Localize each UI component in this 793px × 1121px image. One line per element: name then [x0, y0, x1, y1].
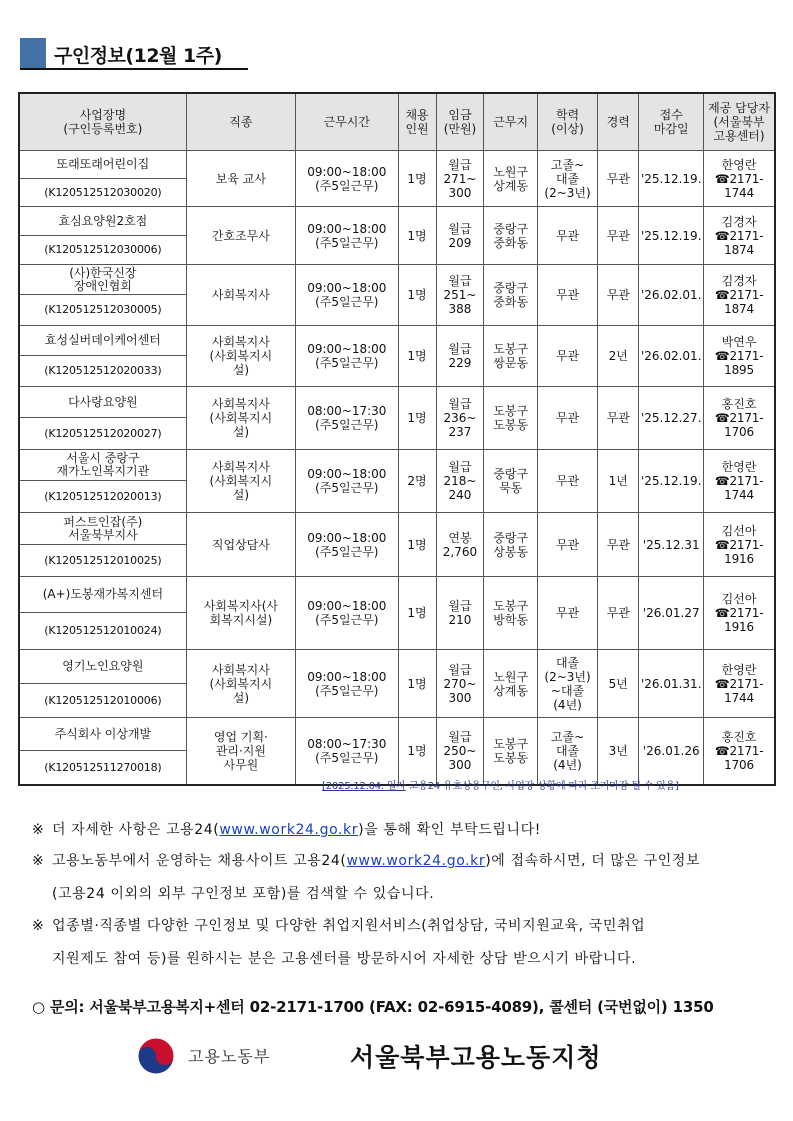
cell-wage: 월급 218~ 240: [436, 450, 484, 513]
table-row: [19, 513, 775, 545]
cell-location: 중랑구 중화동: [484, 265, 538, 326]
table-row: [19, 207, 775, 236]
cell-experience: 5년: [598, 650, 639, 718]
cell-wage: 월급 236~ 237: [436, 387, 484, 450]
cell-hours: 09:00~18:00 (주5일근무): [296, 265, 399, 326]
contact-phone: ☎2171-1874: [714, 288, 764, 316]
cell-deadline: '25.12.19.: [639, 450, 704, 513]
cell-deadline: '26.02.01.: [639, 326, 704, 387]
cell-location: 도봉구 방학동: [484, 577, 538, 650]
cell-education: 무관: [537, 207, 597, 265]
cell-location: 중랑구 중화동: [484, 207, 538, 265]
notice-body: 고용24 유효상용구인, 사업장 상황에 따라 조기마감 될 수 있음]: [405, 781, 679, 792]
cell-wage: 월급 229: [436, 326, 484, 387]
work24-link[interactable]: www.work24.go.kr: [219, 822, 359, 838]
cell-openings: 1명: [398, 650, 436, 718]
cell-job: 사회복지사: [186, 265, 295, 326]
cell-deadline: '26.02.01.: [639, 265, 704, 326]
cell-education: 고졸~ 대졸 (2~3년): [537, 151, 597, 207]
cell-openings: 1명: [398, 151, 436, 207]
title-underline: [20, 68, 248, 70]
table-header-row: [19, 93, 775, 151]
cell-hours: 08:00~17:30 (주5일근무): [296, 718, 399, 786]
cell-location: 도봉구 도봉동: [484, 718, 538, 786]
contact-phone: ☎2171-1895: [714, 349, 764, 377]
cell-job: 사회복지사 (사회복지시 설): [186, 326, 295, 387]
registration-number: (K120512512020013): [19, 481, 186, 513]
contact-phone: ☎2171-1744: [714, 676, 764, 705]
info-3-line-1: 업종별·직종별 다양한 구인정보 및 다양한 취업지원서비스(취업상담, 국비지원교육, 국민취업: [52, 918, 646, 934]
cell-contact: [704, 207, 775, 265]
cell-hours: 09:00~18:00 (주5일근무): [296, 207, 399, 265]
cell-deadline: '26.01.26: [639, 718, 704, 786]
job-table-body: [19, 151, 775, 786]
header-education: 학력 (이상): [537, 93, 597, 151]
cell-education: 무관: [537, 387, 597, 450]
taegeuk-logo-icon: [136, 1036, 176, 1076]
table-row: [19, 326, 775, 356]
cell-openings: 1명: [398, 265, 436, 326]
contact-phone: ☎2171-1744: [714, 474, 764, 502]
company-name: 서울시 중랑구 재가노인복지기관: [19, 450, 186, 481]
cell-openings: 2명: [398, 450, 436, 513]
cell-experience: 무관: [598, 513, 639, 577]
cell-education: 무관: [537, 513, 597, 577]
contact-person: 한영란: [721, 460, 757, 474]
cell-job: 사회복지사 (사회복지시 설): [186, 450, 295, 513]
table-row: [19, 387, 775, 418]
registration-number: (K120512512010025): [19, 545, 186, 577]
cell-deadline: '25.12.19.: [639, 151, 704, 207]
header-experience: 경력: [598, 93, 639, 151]
cell-education: 무관: [537, 577, 597, 650]
info-2-line-2: (고용24 이외의 외부 구인정보 포함)를 검색할 수 있습니다.: [52, 886, 435, 902]
table-row: [19, 650, 775, 684]
cell-openings: 1명: [398, 513, 436, 577]
page-title: 구인정보(12월 1주): [54, 45, 222, 67]
cell-job: 보육 교사: [186, 151, 295, 207]
cell-location: 중랑구 묵동: [484, 450, 538, 513]
cell-wage: 월급 210: [436, 577, 484, 650]
contact-person: 김선아: [721, 523, 757, 538]
ministry-name: 고용노동부: [188, 1047, 271, 1066]
cell-experience: 2년: [598, 326, 639, 387]
cell-location: 중랑구 상봉동: [484, 513, 538, 577]
cell-experience: 무관: [598, 207, 639, 265]
cell-deadline: '25.12.27.: [639, 387, 704, 450]
header-contact: 제공 담당자 (서울북부 고용센터): [704, 93, 775, 151]
cell-location: 노원구 상계동: [484, 650, 538, 718]
company-name: 다사랑요양원: [19, 387, 186, 418]
cell-openings: 1명: [398, 718, 436, 786]
company-name: 주식회사 이상개발: [19, 718, 186, 751]
registration-number: (K120512512030005): [19, 295, 186, 326]
cell-deadline: '26.01.27: [639, 577, 704, 650]
contact-person: 김경자: [721, 274, 757, 288]
cell-contact: [704, 326, 775, 387]
cell-hours: 09:00~18:00 (주5일근무): [296, 650, 399, 718]
registration-number: (K120512512010024): [19, 613, 186, 650]
company-name: 퍼스트인잡(주) 서울북부지사: [19, 513, 186, 545]
cell-contact: [704, 450, 775, 513]
cell-deadline: '26.01.31.: [639, 650, 704, 718]
cell-contact: [704, 718, 775, 786]
cell-education: 무관: [537, 326, 597, 387]
cell-job: 간호조무사: [186, 207, 295, 265]
contact-person: 한영란: [721, 157, 757, 172]
cell-openings: 1명: [398, 577, 436, 650]
cell-job: 직업상담사: [186, 513, 295, 577]
notice-text: [322, 779, 778, 794]
cell-hours: 09:00~18:00 (주5일근무): [296, 450, 399, 513]
company-name: 효심요양원2호점: [19, 207, 186, 236]
cell-education: 무관: [537, 450, 597, 513]
cell-contact: [704, 650, 775, 718]
cell-hours: 09:00~18:00 (주5일근무): [296, 513, 399, 577]
cell-education: 고졸~ 대졸 (4년): [537, 718, 597, 786]
company-name: (A+)도봉재가복지센터: [19, 577, 186, 613]
cell-contact: [704, 151, 775, 207]
office-name: 서울북부고용노동지청: [350, 1043, 602, 1072]
cell-hours: 09:00~18:00 (주5일근무): [296, 577, 399, 650]
registration-number: (K120512512030020): [19, 179, 186, 207]
notice-date: [2025.12.04. 일자: [322, 781, 406, 792]
registration-number: (K120512512020033): [19, 356, 186, 387]
table-row: [19, 151, 775, 179]
cell-experience: 무관: [598, 151, 639, 207]
registration-number: (K120512511270018): [19, 751, 186, 786]
reference-mark: ※: [32, 853, 44, 869]
company-name: 영기노인요양원: [19, 650, 186, 684]
cell-experience: 무관: [598, 265, 639, 326]
cell-experience: 무관: [598, 577, 639, 650]
cell-location: 도봉구 도봉동: [484, 387, 538, 450]
info-2-text-a: 고용노동부에서 운영하는 채용사이트 고용24(: [52, 853, 347, 869]
registration-number: (K120512512010006): [19, 684, 186, 718]
title-block: [20, 38, 248, 70]
contact-phone: ☎2171-1706: [714, 744, 764, 772]
cell-experience: 3년: [598, 718, 639, 786]
header-company: 사업장명 (구인등록번호): [19, 93, 186, 151]
contact-person: 홍진호: [721, 397, 757, 411]
cell-job: 사회복지사 (사회복지시 설): [186, 650, 295, 718]
header-location: 근무지: [484, 93, 538, 151]
cell-wage: 월급 209: [436, 207, 484, 265]
cell-experience: 무관: [598, 387, 639, 450]
job-table: [18, 92, 776, 786]
cell-hours: 09:00~18:00 (주5일근무): [296, 326, 399, 387]
info-1-text-a: 더 자세한 사항은 고용24(: [52, 822, 220, 838]
header-openings: 채용 인원: [398, 93, 436, 151]
header-hours: 근무시간: [296, 93, 399, 151]
contact-person: 김선아: [721, 592, 757, 606]
cell-location: 노원구 상계동: [484, 151, 538, 207]
cell-job: 영업 기획· 관리·지원 사무원: [186, 718, 295, 786]
info-1-text-b: )을 통해 확인 부탁드립니다!: [358, 822, 541, 838]
cell-job: 사회복지사 (사회복지시 설): [186, 387, 295, 450]
table-row: [19, 265, 775, 295]
cell-job: 사회복지사(사 회복지시설): [186, 577, 295, 650]
contact-person: 홍진호: [721, 730, 757, 744]
registration-number: (K120512512020027): [19, 418, 186, 450]
cell-education: 무관: [537, 265, 597, 326]
reference-mark: ※: [32, 918, 44, 934]
reference-mark: ※: [32, 822, 44, 838]
cell-wage: 월급 270~ 300: [436, 650, 484, 718]
table-row: [19, 577, 775, 613]
cell-openings: 1명: [398, 387, 436, 450]
header-wage: 임금 (만원): [436, 93, 484, 151]
contact-person: 김경자: [721, 214, 757, 229]
company-name: 효성실버데이케어센터: [19, 326, 186, 356]
cell-wage: 월급 271~ 300: [436, 151, 484, 207]
contact-phone: ☎2171-1916: [714, 537, 764, 566]
header-deadline: 접수 마감일: [639, 93, 704, 151]
cell-experience: 1년: [598, 450, 639, 513]
cell-wage: 연봉 2,760: [436, 513, 484, 577]
registration-number: (K120512512030006): [19, 236, 186, 265]
info-2-text-b: )에 접속하시면, 더 많은 구인정보: [485, 853, 701, 869]
contact-phone: ☎2171-1916: [714, 606, 764, 634]
cell-hours: 09:00~18:00 (주5일근무): [296, 151, 399, 207]
cell-contact: [704, 387, 775, 450]
cell-deadline: '25.12.19.: [639, 207, 704, 265]
company-name: 또래또래어린이집: [19, 151, 186, 179]
cell-wage: 월급 251~ 388: [436, 265, 484, 326]
cell-wage: 월급 250~ 300: [436, 718, 484, 786]
cell-openings: 1명: [398, 326, 436, 387]
header-job: 직종: [186, 93, 295, 151]
info-3-line-2: 지원제도 참여 등)를 원하시는 분은 고용센터를 방문하시어 자세한 상담 받으시기 바랍니다.: [52, 951, 637, 967]
cell-contact: [704, 513, 775, 577]
cell-location: 도봉구 쌍문동: [484, 326, 538, 387]
contact-phone: ☎2171-1706: [714, 411, 764, 439]
contact-person: 한영란: [721, 662, 757, 677]
cell-openings: 1명: [398, 207, 436, 265]
cell-deadline: '25.12.31: [639, 513, 704, 577]
table-row: [19, 450, 775, 481]
cell-contact: [704, 577, 775, 650]
contact-phone: ☎2171-1874: [714, 228, 764, 257]
title-square: [20, 38, 46, 68]
cell-contact: [704, 265, 775, 326]
contact-phone: ☎2171-1744: [714, 171, 764, 200]
contact-line: ○ 문의: 서울북부고용복지+센터 02-2171-1700 (FAX: 02-6915-4089), 콜센터 (국번없이) 1350: [32, 998, 714, 1016]
company-name: (사)한국신장 장애인협회: [19, 265, 186, 295]
work24-link[interactable]: www.work24.go.kr: [346, 853, 486, 869]
contact-person: 박연우: [721, 335, 757, 349]
cell-education: 대졸 (2~3년) ~대졸 (4년): [537, 650, 597, 718]
table-row: [19, 718, 775, 751]
cell-hours: 08:00~17:30 (주5일근무): [296, 387, 399, 450]
